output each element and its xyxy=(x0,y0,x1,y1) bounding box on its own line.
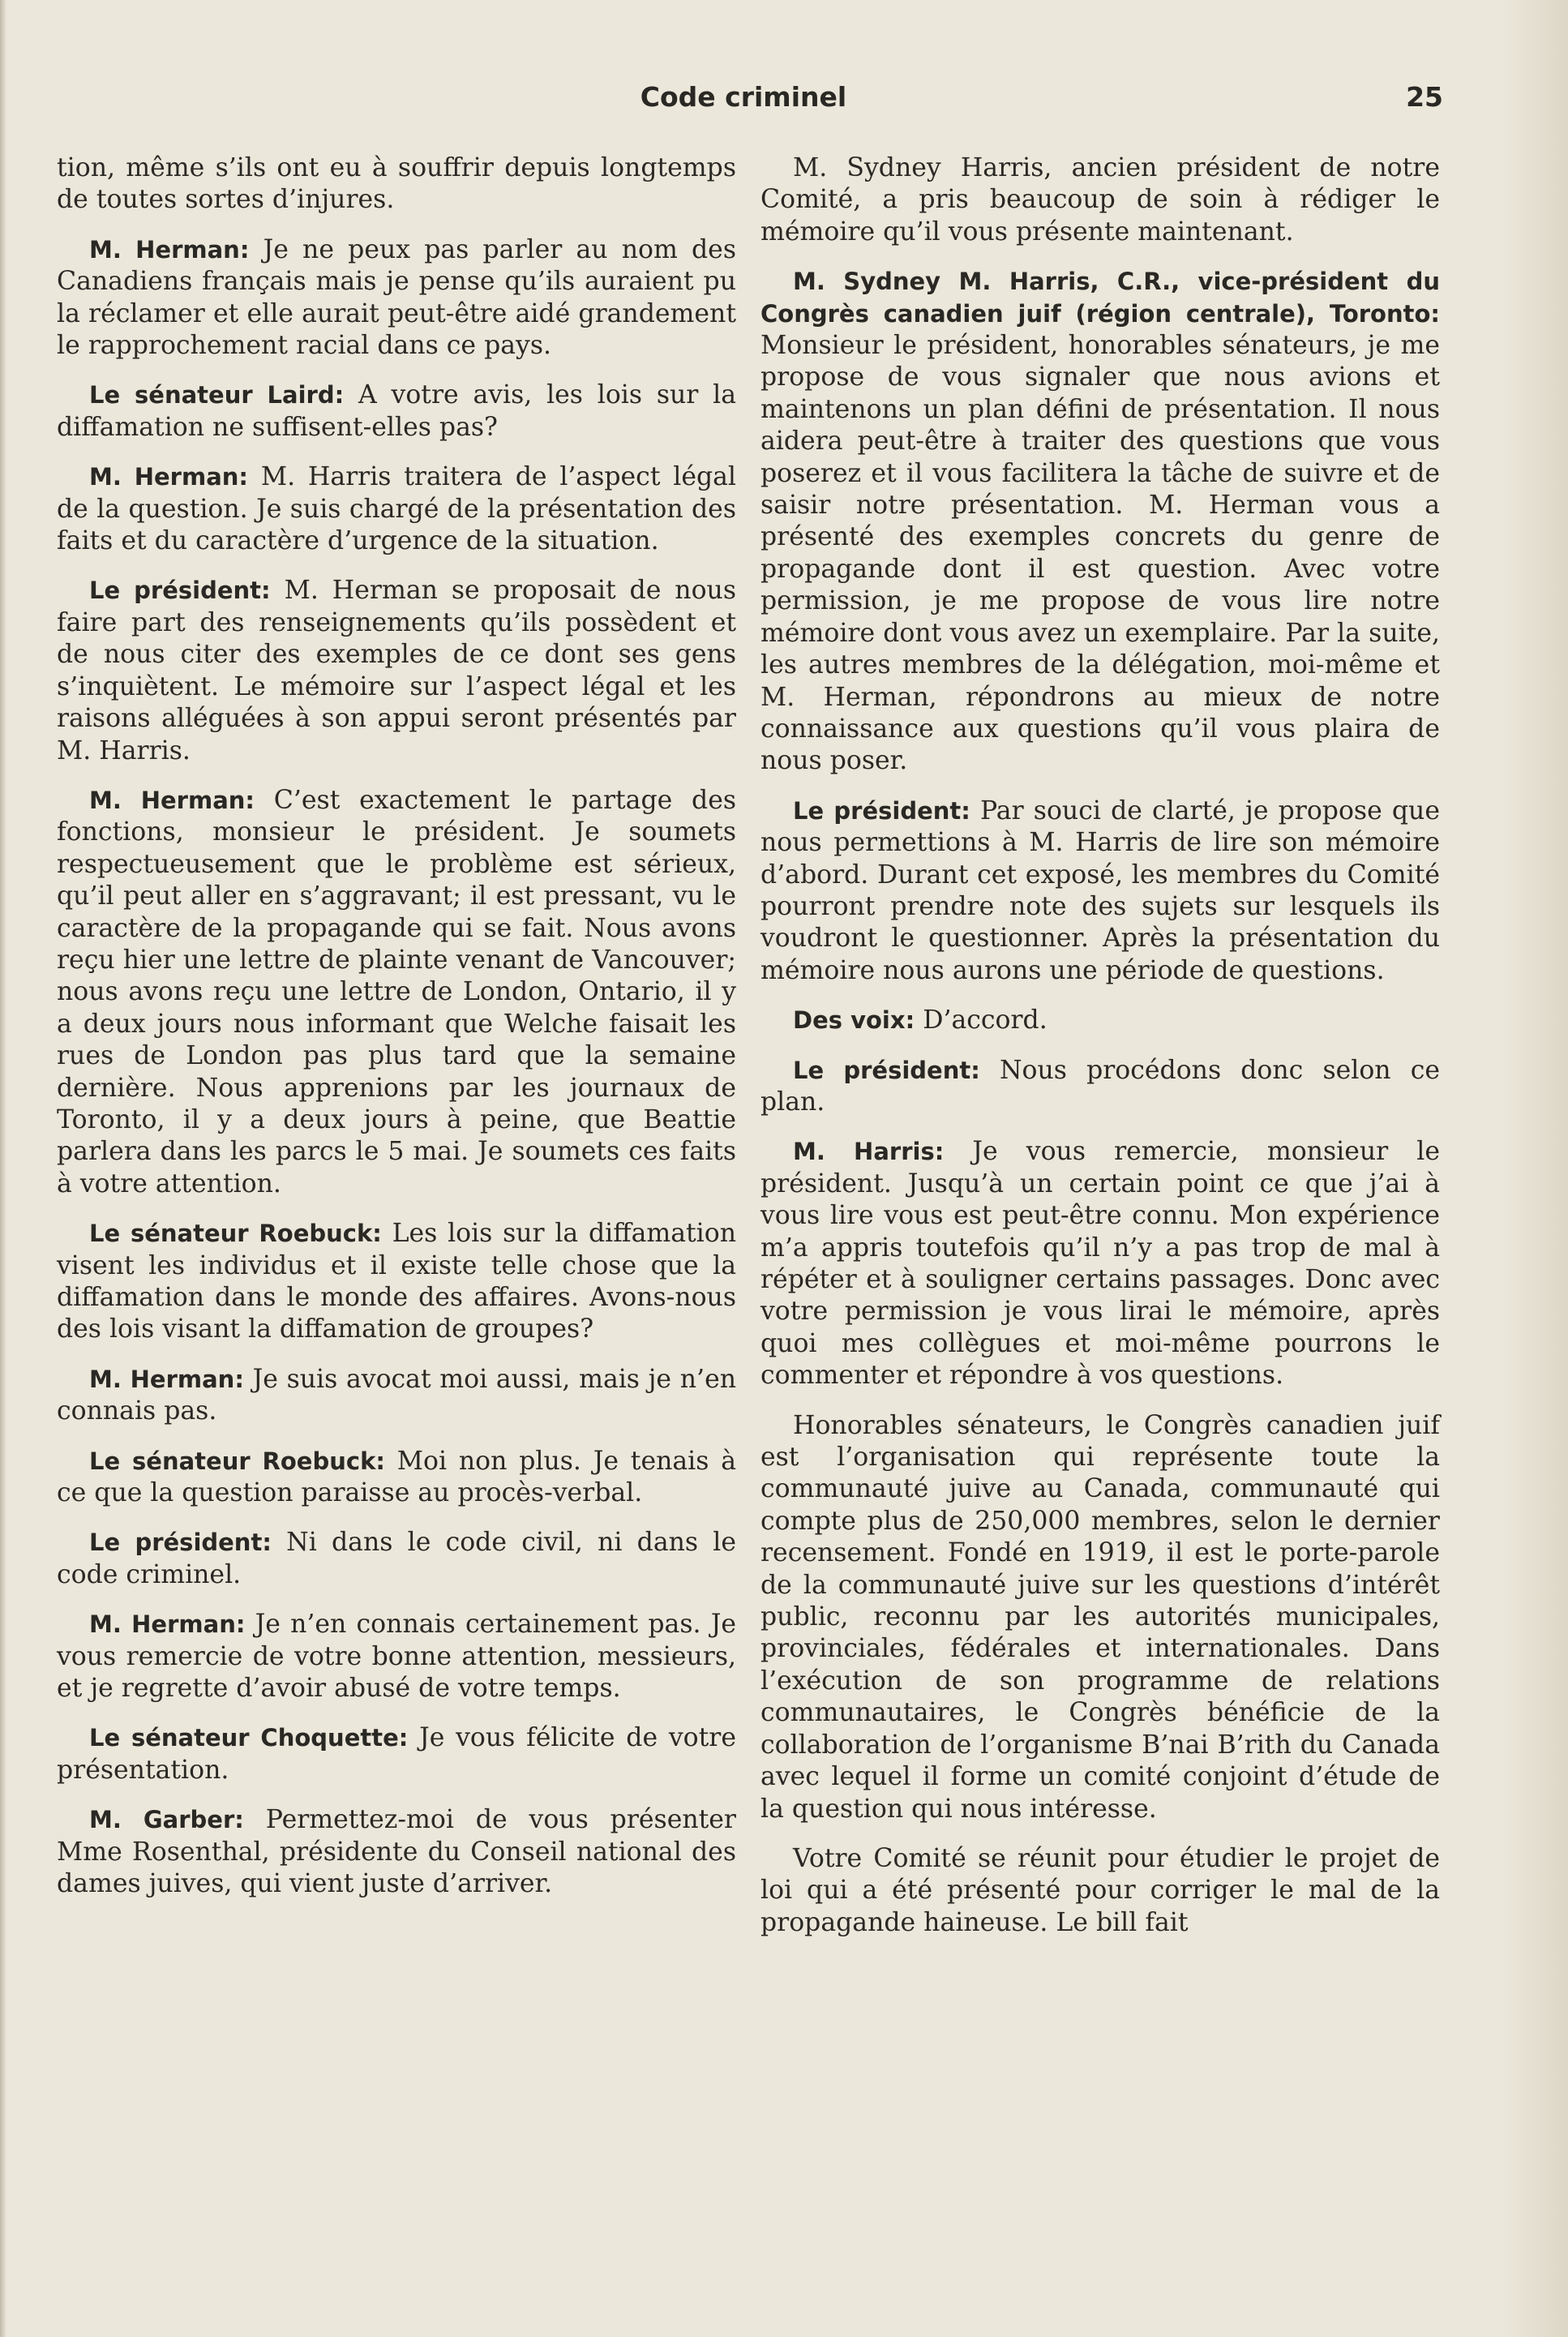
page-shadow xyxy=(1503,0,1568,2337)
speaker-label: Le sénateur Choquette: xyxy=(89,1724,409,1752)
running-header xyxy=(0,78,1568,118)
speaker-label: Le président: xyxy=(89,1529,272,1557)
speaker-label: Le président: xyxy=(793,1056,980,1084)
paragraph-text: Je vous remercie, monsieur le président. Jusqu’à un certain point ce que j’ai à vous lire vous est peut-être connu. Mon expérience m’a appris toutefois qu’il n’y a pas trop de mal à répéter et à souligner certains passages. Donc avec votre permission je vous lirai le mémoire, après quoi mes collègues et moi-même pourrons le commenter et répondre à vos questions. xyxy=(760,1137,1441,1391)
paragraph xyxy=(760,1005,1440,1036)
paragraph-text: Je n’en connais certainement pas. Je vous remercie de votre bonne attention, messieurs, et je regrette d’avoir abusé de votre temps. xyxy=(57,1610,736,1704)
paragraph-text: A votre avis, les lois sur la diffamation ne suffisent-elles pas? xyxy=(57,380,737,442)
paragraph xyxy=(57,461,736,557)
speaker-label: M. Harris: xyxy=(793,1138,945,1166)
paragraph-text: Permettez-moi de vous présenter Mme Rosenthal, présidente du Conseil national des dames juives, qui vient juste d’arriver. xyxy=(57,1805,736,1899)
speaker-label: M. Herman: xyxy=(89,786,255,814)
right-column xyxy=(760,152,1440,1957)
speaker-label: M. Herman: xyxy=(89,463,249,491)
paragraph xyxy=(57,575,736,766)
speaker-label: M. Herman: xyxy=(89,1610,246,1639)
speaker-label: M. Sydney M. Harris, C.R., vice-président du Congrès canadien juif (région centrale), Toronto: xyxy=(760,268,1440,328)
paragraph-text: Je ne peux pas parler au nom des Canadiens français mais je pense qu’ils auraient pu la réclamer et elle aurait peut-être aidé grandement le rapprochement racial dans ce pays. xyxy=(57,234,736,361)
speaker-label: Le président: xyxy=(89,577,271,605)
paragraph xyxy=(57,379,736,444)
paragraph xyxy=(57,1446,736,1510)
paragraph-text: Ni dans le code civil, ni dans le code criminel. xyxy=(57,1528,737,1589)
paragraph xyxy=(760,1843,1440,1939)
paragraph-text: Monsieur le président, honorables sénateurs, je me propose de vous signaler que nous avions et maintenons un plan défini de présentation. Il nous aidera peut-être à traiter des questions que vous poserez et il vous facilitera la tâche de suivre et de saisir notre présentation. M. Herman vous a présenté des exemples concrets du genre de propagande dont il est question. Avec votre permission, je me propose de vous lire notre mémoire dont vous avez un exemplaire. Par la suite, les autres membres de la délégation, moi-même et M. Herman, répondrons au mieux de notre connaissance aux questions qu’il vous plaira de nous poser. xyxy=(760,331,1440,776)
paragraph xyxy=(57,785,736,1200)
paragraph xyxy=(760,152,1440,248)
paragraph-text: Votre Comité se réunit pour étudier le projet de loi qui a été présenté pour corriger le mal de la propagande haineuse. Le bill fait xyxy=(760,1843,1440,1937)
paragraph-text: M. Sydney Harris, ancien président de notre Comité, a pris beaucoup de soin à rédiger le mémoire qu’il vous présente maintenant. xyxy=(760,153,1440,247)
page-title: Code criminel xyxy=(640,81,847,113)
paragraph-text: Nous procédons donc selon ce plan. xyxy=(760,1055,1440,1117)
paragraph-text: Par souci de clarté, je propose que nous permettions à M. Harris de lire son mémoire d’abord. Durant cet exposé, les membres du Comité pourront prendre note des sujets sur lesquels ils voudront le questionner. Après la présentation du mémoire nous aurons une période de questions. xyxy=(760,795,1440,985)
paragraph xyxy=(760,1055,1440,1119)
speaker-label: Le sénateur Roebuck: xyxy=(89,1447,385,1475)
paragraph-text: Je vous félicite de votre présentation. xyxy=(57,1723,736,1785)
paragraph-text: Je suis avocat moi aussi, mais je n’en connais pas. xyxy=(57,1364,736,1426)
paragraph-text: M. Herman se proposait de nous faire part des renseignements qu’ils possèdent et de nous citer des exemples de ce dont ses gens s’inquiètent. Le mémoire sur l’aspect légal et les raisons alléguées à son appui seront présentés par M. Harris. xyxy=(57,576,736,765)
paragraph-text: Les lois sur la diffamation visent les individus et il existe telle chose que la diffamation dans le monde des affaires. Avons-nous des lois visant la diffamation de groupes? xyxy=(57,1219,736,1344)
paragraph xyxy=(760,1410,1440,1825)
paragraph-text: C’est exactement le partage des fonctions, monsieur le président. Je soumets respectueusement que le problème est sérieux, qu’il peut aller en s’aggravant; il est pressant, vu le caractère de la propagande qui se fait. Nous avons reçu hier une lettre de plainte venant de Vancouver; nous avons reçu une lettre de London, Ontario, il y a deux jours nous informant que Welche faisait les rues de London pas plus tard que la semaine dernière. Nous apprenions par les journaux de Toronto, il y a deux jours à peine, que Beattie parlera dans les parcs le 5 mai. Je soumets ces faits à votre attention. xyxy=(57,785,737,1199)
left-column xyxy=(57,152,736,1919)
speaker-label: Le sénateur Roebuck: xyxy=(89,1220,382,1248)
speaker-label: M. Herman: xyxy=(89,1365,244,1393)
speaker-label: M. Garber: xyxy=(89,1806,244,1834)
paragraph xyxy=(57,152,736,217)
page-number: 25 xyxy=(1406,81,1443,113)
paragraph-text: Moi non plus. Je tenais à ce que la question paraisse au procès-verbal. xyxy=(57,1446,736,1508)
paragraph xyxy=(57,1609,736,1705)
paragraph xyxy=(57,1804,736,1900)
speaker-label: M. Herman: xyxy=(89,235,250,264)
paragraph xyxy=(57,1218,736,1346)
paragraph xyxy=(57,1527,736,1591)
speaker-label: Le président: xyxy=(793,796,970,825)
paragraph xyxy=(57,1364,736,1428)
paragraph-text: D’accord. xyxy=(923,1006,1047,1036)
paragraph xyxy=(57,1722,736,1786)
paragraph xyxy=(760,1136,1440,1391)
paragraph-text: M. Harris traitera de l’aspect légal de la question. Je suis chargé de la présentation des faits et du caractère d’urgence de la situation. xyxy=(57,462,736,556)
speaker-label: Le sénateur Laird: xyxy=(89,381,345,410)
paragraph xyxy=(760,266,1440,778)
paragraph-text: Honorables sénateurs, le Congrès canadien juif est l’organisation qui représente toute la communauté juive au Canada, communauté qui compte plus de 250,000 membres, selon le dernier recensement. Fondé en 1919, il est le porte-parole de la communauté juive sur les questions d’intérêt public, reconnu par les autorités municipales, provinciales, fédérales et internationales. Dans l’exécution de son programme de relations communautaires, le Congrès bénéficie de la collaboration de l’organisme B’nai B’rith du Canada avec lequel il forme un comité conjoint d’étude de la question qui nous intéresse. xyxy=(760,1410,1440,1824)
page-edge xyxy=(0,0,6,2337)
paragraph xyxy=(57,234,736,362)
speaker-label: Des voix: xyxy=(793,1006,915,1035)
paragraph xyxy=(760,795,1440,987)
paragraph-text: tion, même s’ils ont eu à souffrir depuis longtemps de toutes sortes d’injures. xyxy=(57,153,736,215)
